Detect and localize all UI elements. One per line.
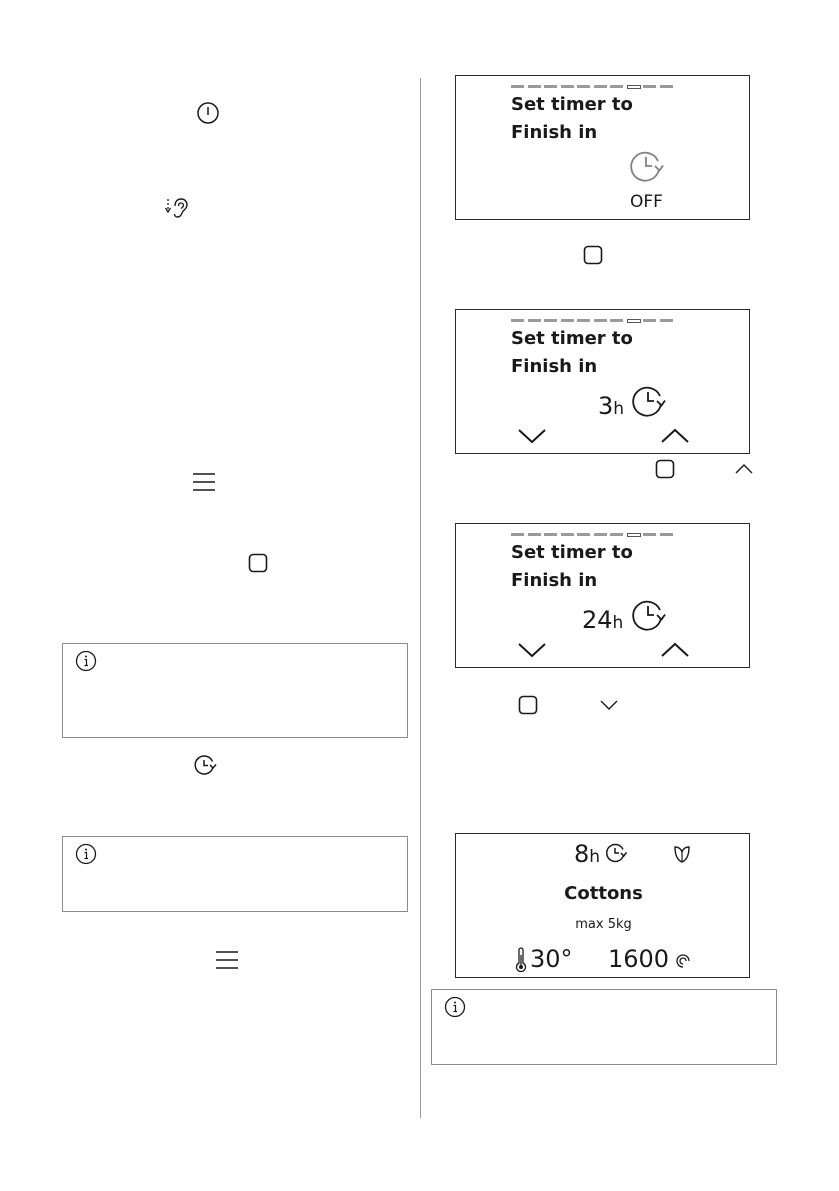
timer-hours: 24	[582, 606, 613, 634]
menu-icon	[192, 472, 216, 492]
column-divider	[420, 78, 421, 1118]
time-hours: 8	[574, 840, 590, 868]
program-load: max 5kg	[575, 917, 632, 932]
chevron-down-icon	[517, 427, 547, 445]
chevron-up-icon	[660, 427, 690, 445]
timer-icon	[631, 384, 669, 418]
info-icon	[444, 996, 466, 1018]
display-title-line1: Set timer to	[511, 94, 633, 115]
timer-hours: 3	[598, 392, 614, 420]
power-icon	[196, 101, 220, 125]
menu-icon	[215, 950, 239, 970]
chevron-down-icon	[517, 641, 547, 659]
thermometer-icon	[515, 947, 527, 973]
timer-value	[582, 606, 623, 634]
timer-icon	[604, 842, 628, 864]
info-note-box	[62, 643, 408, 738]
ok-square-icon	[583, 245, 603, 265]
timer-icon	[629, 149, 667, 183]
progress-indicator	[511, 533, 681, 537]
timer-display-off	[455, 75, 750, 220]
info-icon	[75, 843, 97, 865]
timer-unit: h	[613, 399, 625, 419]
spin-icon	[675, 953, 691, 969]
chevron-down-icon	[599, 698, 619, 712]
display-title-line1: Set timer to	[511, 328, 633, 349]
timer-unit: h	[612, 613, 624, 633]
ear-sound-icon	[164, 196, 190, 224]
ok-square-icon	[518, 695, 538, 715]
temperature-value: 30°	[530, 945, 573, 973]
chevron-up-icon	[734, 462, 754, 476]
timer-status: OFF	[630, 192, 663, 212]
info-note-box	[62, 836, 408, 912]
eco-leaf-icon	[671, 843, 693, 865]
timer-icon	[192, 753, 218, 777]
spin-speed-value: 1600	[608, 945, 670, 973]
program-display	[455, 833, 750, 978]
progress-indicator	[511, 85, 681, 89]
time-value	[574, 840, 600, 868]
display-title-line2: Finish in	[511, 570, 598, 591]
info-icon	[75, 650, 97, 672]
timer-value	[598, 392, 624, 420]
time-unit: h	[589, 847, 601, 867]
timer-icon	[631, 598, 669, 632]
timer-display-24h	[455, 523, 750, 668]
display-title-line2: Finish in	[511, 122, 598, 143]
info-note-box	[431, 989, 777, 1065]
timer-display-3h	[455, 309, 750, 454]
progress-indicator	[511, 319, 681, 323]
chevron-up-icon	[660, 641, 690, 659]
ok-square-icon	[248, 553, 268, 573]
ok-square-icon	[655, 459, 675, 479]
program-name: Cottons	[564, 883, 643, 904]
display-title-line2: Finish in	[511, 356, 598, 377]
display-title-line1: Set timer to	[511, 542, 633, 563]
